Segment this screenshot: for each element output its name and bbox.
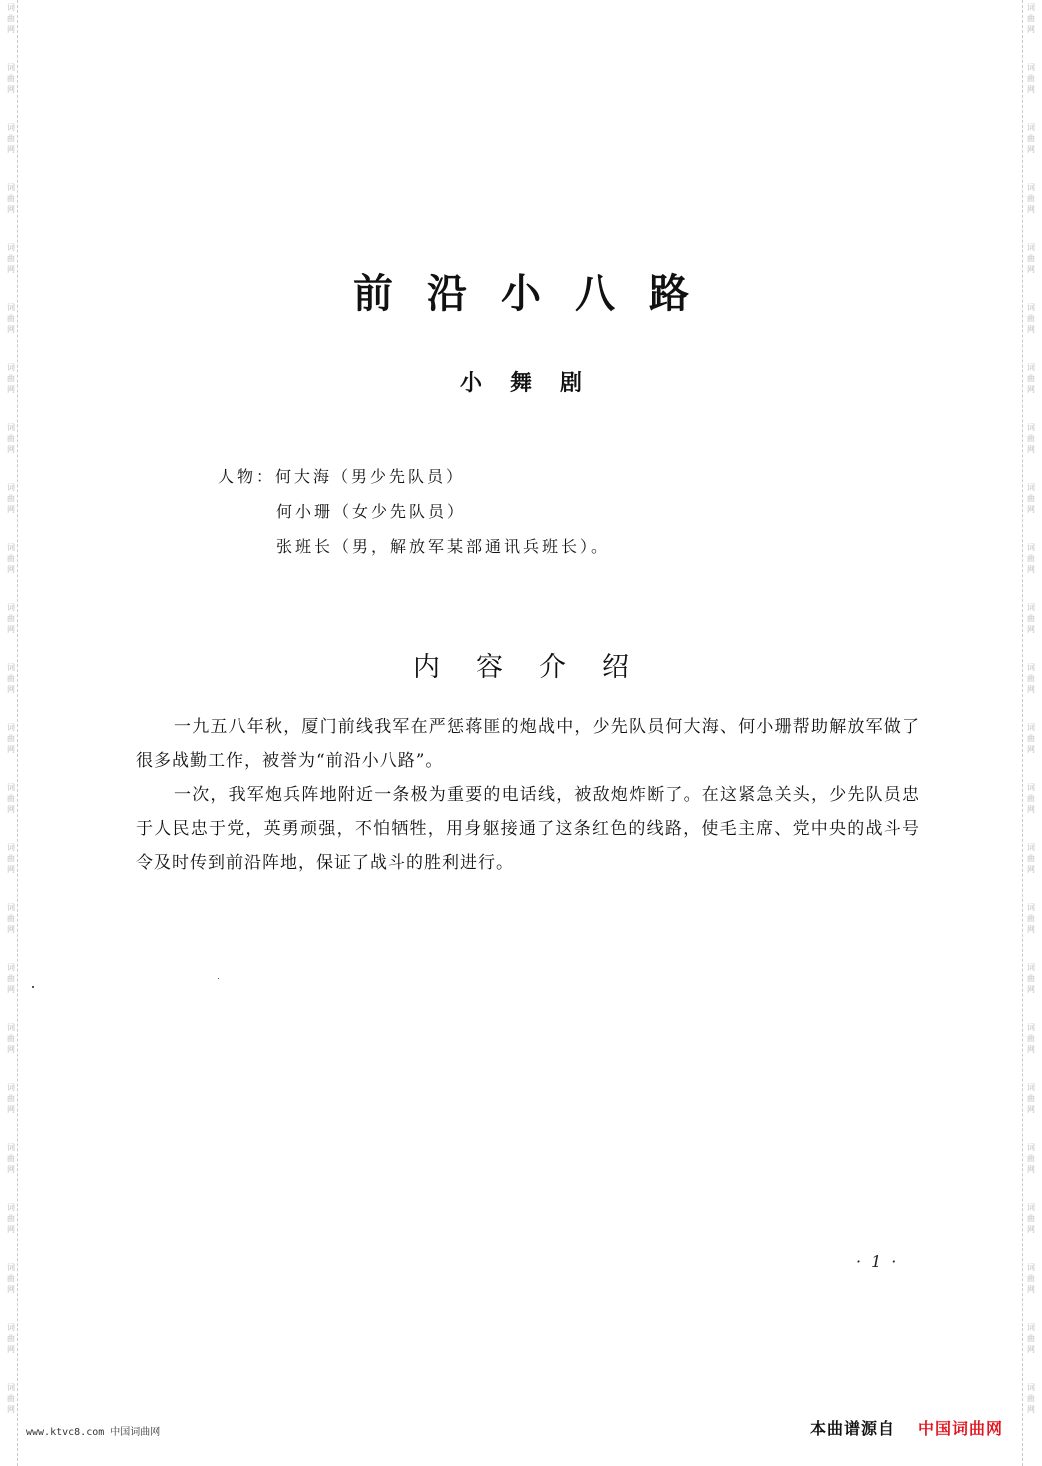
- watermark-char: 曲: [1027, 74, 1035, 83]
- watermark-mark: [1027, 420, 1035, 480]
- page-number: ·1·: [856, 1252, 907, 1271]
- watermark-char: 词: [7, 1083, 15, 1092]
- watermark-char: 词: [1027, 903, 1035, 912]
- watermark-mark: [7, 120, 15, 180]
- watermark-char: 网: [1027, 1045, 1035, 1054]
- watermark-char: 词: [1027, 1143, 1035, 1152]
- watermark-mark: [7, 1380, 15, 1440]
- watermark-mark: [7, 900, 15, 960]
- watermark-char: 网: [7, 805, 15, 814]
- watermark-char: 网: [1027, 385, 1035, 394]
- watermark-mark: [7, 480, 15, 540]
- watermark-char: 曲: [7, 1154, 15, 1163]
- watermark-char: 网: [7, 925, 15, 934]
- watermark-char: 词: [7, 1143, 15, 1152]
- watermark-char: 网: [7, 445, 15, 454]
- watermark-char: 词: [7, 723, 15, 732]
- watermark-char: 曲: [1027, 1154, 1035, 1163]
- watermark-char: 曲: [7, 74, 15, 83]
- watermark-mark: [1027, 1020, 1035, 1080]
- watermark-char: 曲: [1027, 1094, 1035, 1103]
- watermark-char: 词: [1027, 783, 1035, 792]
- scan-speck: [218, 978, 219, 979]
- watermark-char: 词: [7, 783, 15, 792]
- watermark-char: 词: [1027, 663, 1035, 672]
- watermark-char: 曲: [7, 794, 15, 803]
- watermark-mark: [1027, 1140, 1035, 1200]
- watermark-char: 网: [7, 985, 15, 994]
- watermark-char: 词: [1027, 723, 1035, 732]
- watermark-mark: [7, 420, 15, 480]
- watermark-mark: [7, 60, 15, 120]
- watermark-char: 词: [1027, 303, 1035, 312]
- watermark-mark: [7, 180, 15, 240]
- watermark-char: 词: [7, 63, 15, 72]
- footer-url: www.ktvc8.com 中国词曲网: [26, 1427, 161, 1438]
- watermark-char: 网: [1027, 685, 1035, 694]
- watermark-char: 网: [1027, 505, 1035, 514]
- watermark-mark: [1027, 960, 1035, 1020]
- document-subtitle: 小舞剧: [459, 371, 610, 396]
- watermark-char: 曲: [1027, 374, 1035, 383]
- watermark-char: 曲: [7, 434, 15, 443]
- watermark-char: 曲: [7, 194, 15, 203]
- watermark-char: 网: [1027, 1405, 1035, 1414]
- watermark-char: 网: [7, 205, 15, 214]
- watermark-char: 网: [1027, 445, 1035, 454]
- watermark-char: 曲: [1027, 494, 1035, 503]
- right-margin-rule: [1022, 0, 1023, 1466]
- watermark-char: 词: [1027, 1323, 1035, 1332]
- watermark-mark: [1027, 540, 1035, 600]
- watermark-char: 曲: [7, 254, 15, 263]
- watermark-char: 网: [7, 745, 15, 754]
- watermark-char: 词: [1027, 183, 1035, 192]
- watermark-mark: [7, 1080, 15, 1140]
- watermark-char: 网: [1027, 625, 1035, 634]
- watermark-char: 网: [7, 1165, 15, 1174]
- watermark-mark: [1027, 0, 1035, 60]
- watermark-char: 词: [7, 243, 15, 252]
- watermark-mark: [7, 0, 15, 60]
- watermark-char: 网: [7, 325, 15, 334]
- watermark-mark: [1027, 60, 1035, 120]
- footer-brand-logo: 中国词曲网: [918, 1419, 1004, 1438]
- watermark-char: 词: [1027, 843, 1035, 852]
- watermark-char: 曲: [1027, 1394, 1035, 1403]
- watermark-char: 词: [1027, 423, 1035, 432]
- watermark-char: 曲: [7, 494, 15, 503]
- watermark-char: 曲: [1027, 194, 1035, 203]
- watermark-char: 词: [7, 1023, 15, 1032]
- watermark-char: 网: [1027, 925, 1035, 934]
- watermark-char: 网: [1027, 25, 1035, 34]
- watermark-char: 词: [1027, 1383, 1035, 1392]
- watermark-char: 曲: [7, 14, 15, 23]
- watermark-char: 词: [7, 903, 15, 912]
- watermark-char: 词: [7, 483, 15, 492]
- watermark-char: 曲: [1027, 134, 1035, 143]
- intro-paragraph: 一次，我军炮兵阵地附近一条极为重要的电话线，被敌炮炸断了。在这紧急关头，少先队员忠于人民忠于党，英勇顽强，不怕牺牲，用身躯接通了这条红色的线路，使毛主席、党中央的战斗号令及时传到前沿阵地，保证了战斗的胜利进行。: [136, 785, 920, 873]
- watermark-char: 曲: [1027, 854, 1035, 863]
- watermark-char: 曲: [1027, 1214, 1035, 1223]
- watermark-char: 曲: [7, 1274, 15, 1283]
- watermark-char: 词: [7, 183, 15, 192]
- watermark-mark: [1027, 120, 1035, 180]
- watermark-mark: [1027, 720, 1035, 780]
- watermark-char: 词: [7, 963, 15, 972]
- watermark-char: 网: [7, 625, 15, 634]
- watermark-mark: [1027, 1080, 1035, 1140]
- watermark-char: 网: [1027, 85, 1035, 94]
- watermark-char: 网: [7, 145, 15, 154]
- watermark-mark: [7, 960, 15, 1020]
- watermark-char: 网: [7, 565, 15, 574]
- watermark-char: 词: [7, 363, 15, 372]
- watermark-char: 词: [7, 603, 15, 612]
- right-watermark-strip: [1024, 0, 1038, 1466]
- watermark-char: 曲: [1027, 1274, 1035, 1283]
- watermark-char: 曲: [1027, 1034, 1035, 1043]
- watermark-char: 词: [1027, 3, 1035, 12]
- left-margin-rule: [17, 0, 18, 1466]
- watermark-char: 网: [1027, 805, 1035, 814]
- watermark-char: 曲: [7, 854, 15, 863]
- watermark-char: 曲: [7, 554, 15, 563]
- watermark-char: 网: [1027, 145, 1035, 154]
- watermark-char: 词: [1027, 1263, 1035, 1272]
- watermark-char: 曲: [7, 374, 15, 383]
- watermark-char: 曲: [7, 134, 15, 143]
- watermark-char: 曲: [1027, 254, 1035, 263]
- watermark-char: 词: [7, 423, 15, 432]
- watermark-char: 词: [7, 663, 15, 672]
- watermark-char: 词: [7, 1203, 15, 1212]
- footer-source-label: 本曲谱源自: [810, 1419, 896, 1438]
- watermark-mark: [1027, 780, 1035, 840]
- left-watermark-strip: [4, 0, 18, 1466]
- watermark-char: 网: [7, 505, 15, 514]
- watermark-char: 曲: [1027, 794, 1035, 803]
- watermark-char: 曲: [1027, 1334, 1035, 1343]
- watermark-char: 曲: [7, 614, 15, 623]
- watermark-char: 曲: [7, 314, 15, 323]
- watermark-char: 词: [7, 1323, 15, 1332]
- watermark-char: 网: [7, 1285, 15, 1294]
- watermark-char: 网: [7, 85, 15, 94]
- watermark-char: 词: [1027, 543, 1035, 552]
- watermark-char: 网: [1027, 565, 1035, 574]
- watermark-mark: [7, 1320, 15, 1380]
- watermark-char: 网: [1027, 865, 1035, 874]
- watermark-char: 网: [1027, 985, 1035, 994]
- watermark-char: 网: [1027, 745, 1035, 754]
- watermark-mark: [1027, 480, 1035, 540]
- watermark-char: 曲: [7, 1094, 15, 1103]
- watermark-char: 曲: [1027, 674, 1035, 683]
- watermark-char: 网: [1027, 1225, 1035, 1234]
- watermark-mark: [1027, 1380, 1035, 1440]
- watermark-char: 词: [1027, 1203, 1035, 1212]
- watermark-char: 网: [1027, 325, 1035, 334]
- intro-text: [136, 710, 920, 880]
- watermark-char: 网: [7, 1225, 15, 1234]
- watermark-char: 曲: [1027, 554, 1035, 563]
- watermark-char: 词: [1027, 483, 1035, 492]
- watermark-char: 网: [1027, 265, 1035, 274]
- watermark-char: 词: [7, 123, 15, 132]
- watermark-char: 网: [7, 685, 15, 694]
- watermark-char: 曲: [1027, 314, 1035, 323]
- watermark-char: 词: [7, 843, 15, 852]
- watermark-mark: [7, 540, 15, 600]
- watermark-char: 曲: [1027, 914, 1035, 923]
- watermark-char: 词: [1027, 243, 1035, 252]
- watermark-mark: [1027, 1200, 1035, 1260]
- watermark-mark: [7, 1200, 15, 1260]
- intro-paragraph: 一九五八年秋，厦门前线我军在严惩蒋匪的炮战中，少先队员何大海、何小珊帮助解放军做了很多战勤工作，被誉为“前沿小八路”。: [136, 717, 920, 771]
- watermark-char: 网: [1027, 1285, 1035, 1294]
- watermark-mark: [7, 780, 15, 840]
- watermark-mark: [1027, 900, 1035, 960]
- watermark-mark: [1027, 840, 1035, 900]
- watermark-char: 曲: [1027, 974, 1035, 983]
- cast-list: [218, 462, 610, 567]
- watermark-char: 词: [7, 1383, 15, 1392]
- watermark-char: 曲: [7, 1394, 15, 1403]
- watermark-char: 曲: [1027, 14, 1035, 23]
- document-title: 前沿小八路: [353, 271, 723, 317]
- section-heading: 内容介绍: [413, 652, 665, 683]
- watermark-char: 曲: [7, 1334, 15, 1343]
- watermark-mark: [7, 1260, 15, 1320]
- watermark-char: 曲: [7, 914, 15, 923]
- watermark-char: 词: [1027, 603, 1035, 612]
- watermark-char: 网: [1027, 205, 1035, 214]
- watermark-mark: [7, 840, 15, 900]
- watermark-mark: [1027, 1320, 1035, 1380]
- watermark-char: 网: [7, 1405, 15, 1414]
- watermark-mark: [7, 720, 15, 780]
- watermark-char: 词: [1027, 1023, 1035, 1032]
- watermark-char: 曲: [1027, 734, 1035, 743]
- watermark-char: 网: [7, 1105, 15, 1114]
- cast-line: 人物：何大海（男少先队员）: [218, 467, 466, 486]
- watermark-char: 词: [1027, 1083, 1035, 1092]
- watermark-char: 词: [1027, 123, 1035, 132]
- cast-line: 何小珊（女少先队员）: [276, 502, 467, 521]
- watermark-char: 网: [7, 1345, 15, 1354]
- watermark-char: 网: [7, 25, 15, 34]
- watermark-mark: [7, 1020, 15, 1080]
- watermark-char: 网: [7, 1045, 15, 1054]
- watermark-char: 词: [1027, 363, 1035, 372]
- watermark-char: 曲: [7, 974, 15, 983]
- watermark-char: 词: [1027, 963, 1035, 972]
- watermark-char: 网: [7, 865, 15, 874]
- watermark-char: 词: [1027, 63, 1035, 72]
- watermark-char: 网: [7, 385, 15, 394]
- watermark-char: 网: [1027, 1345, 1035, 1354]
- watermark-char: 词: [7, 1263, 15, 1272]
- watermark-mark: [1027, 180, 1035, 240]
- watermark-char: 词: [7, 3, 15, 12]
- watermark-char: 网: [7, 265, 15, 274]
- watermark-char: 词: [7, 303, 15, 312]
- watermark-char: 曲: [7, 674, 15, 683]
- watermark-char: 曲: [7, 1034, 15, 1043]
- cast-line: 张班长（男，解放军某部通讯兵班长）。: [276, 537, 611, 556]
- watermark-char: 曲: [7, 1214, 15, 1223]
- watermark-mark: [7, 1140, 15, 1200]
- watermark-char: 词: [7, 543, 15, 552]
- watermark-char: 曲: [1027, 434, 1035, 443]
- watermark-char: 曲: [7, 734, 15, 743]
- watermark-char: 网: [1027, 1105, 1035, 1114]
- watermark-char: 曲: [1027, 614, 1035, 623]
- scan-speck: [32, 986, 34, 988]
- watermark-char: 网: [1027, 1165, 1035, 1174]
- watermark-mark: [1027, 1260, 1035, 1320]
